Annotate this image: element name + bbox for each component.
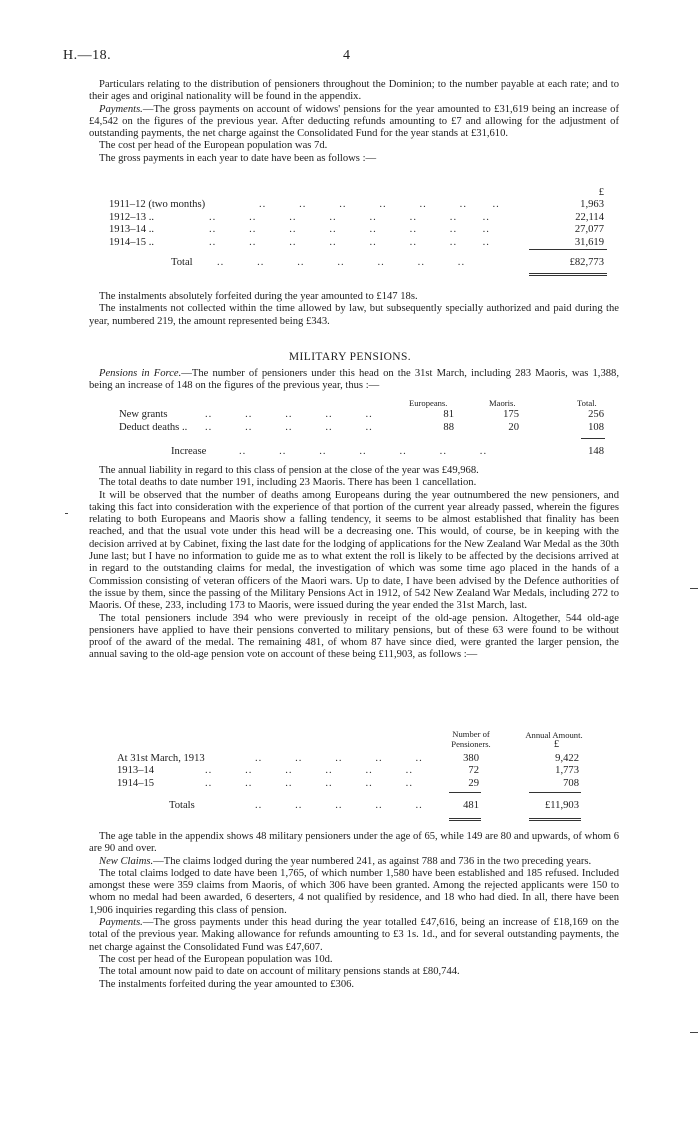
totals-row: Totals .. .. .. .. .. 481 £11,903: [169, 800, 579, 812]
increase-row: Increase .. .. .. .. .. .. .. 148: [171, 446, 604, 458]
paragraph-military-payments: [89, 917, 619, 954]
paragraph-military-cost-per-head: The cost per head of the European population was 10d.: [99, 953, 333, 965]
military-final-section: [89, 831, 619, 991]
row-label: 1914–15 ..: [109, 236, 155, 248]
divider: [529, 792, 581, 793]
payments-text: —The gross payments under this head during the year totalled £47,616, being an increase of £18,169 on the total of the previous year. Making allowance for refunds amounting to £3 1s. 1d., and for several outstanding payments, the net charge against the Consolidated Fund was £47,607.: [89, 917, 619, 953]
military-intro: [89, 368, 619, 393]
paragraph-total-paid: The total amount now paid to date on account of military pensions stands at £80,744.: [99, 966, 460, 978]
table-row: Deduct deaths .. .. .. .. .. .. 88 20 108: [119, 421, 604, 433]
military-body: [89, 465, 619, 662]
payments-label: Payments.: [99, 917, 143, 929]
unit-header: £: [598, 187, 604, 198]
increase-label: Increase: [171, 446, 207, 458]
page-number: 4: [343, 48, 350, 63]
double-rule: [529, 273, 607, 276]
row-label: 1913–14 ..: [109, 224, 155, 236]
total-value: £82,773: [569, 256, 604, 268]
table-row: 1912–13 .. .. .. .. .. .. .. .. .. 22,114: [109, 211, 604, 223]
new-claims-label: New Claims.: [99, 855, 154, 867]
military-pensions-heading: MILITARY PENSIONS.: [288, 351, 412, 363]
row-value: 22,114: [575, 211, 604, 223]
paragraph-not-collected: The instalments not collected within the time allowed by law, but subsequently specially authorized and paid during the year, numbered 219, the amount represented being £343.: [89, 303, 619, 327]
payments-text: —The gross payments on account of widows' pensions for the year amounted to £31,619 being an increase of £4,542 on the figures of the previous year. After deducting refunds amounting to £7 and allowing for the adjustment of outstanding payments, the net charge against the Consolidated Fund for the year stands at £31,610.: [89, 103, 619, 140]
pensions-in-force-text: —The number of pensioners under this head on the 31st March, including 283 Maoris, was 1,388, being an increase of 148 on the figures of the previous year, thus :—: [89, 368, 619, 392]
row-amount: 708: [563, 777, 579, 789]
paragraph-cost-per-head: The cost per head of the European population was 7d.: [99, 140, 328, 152]
row-label: Deduct deaths ..: [119, 421, 188, 433]
row-maoris: 20: [508, 421, 519, 433]
margin-mark: [690, 1032, 698, 1033]
row-value: 1,963: [580, 199, 604, 211]
paragraph-finality: It will be observed that the number of deaths among Europeans during the year outnumbered the new pensioners, and taking this fact into consideration with the experience of that portion of the current year already passed, wherein the figures relating to both Europeans and Maoris show a falling tendency, it seems to be almost established that finality has been reached, and that the usual vote under this head will be a decreasing one. This would, of course, be in keeping with the decision arrived at by Cabinet, fixing the last date for the lodging of applications for the New Zealand War Medal as the 30th June last; but I have no information to guide me as to what extent the roll is likely to be affected by the decisions arrived at in regard to the outstanding claims for medal, the investigation of which was some time ago placed in the hands of a Commission consisting of veteran officers of the Maori wars. Up to date, I have been advised by the Defence authorities of the issue by them, since the passing of the Military Pensions Act in 1912, of 542 New Zealand War Medals, including 272 to Maoris. Of these, 233, including 173 to Maoris, were issued during the year ended the 31st March, last.: [89, 489, 619, 612]
table-row: 1911–12 (two months) .. .. .. .. .. .. .. 1,963: [109, 199, 604, 211]
row-label: At 31st March, 1913: [117, 753, 205, 764]
row-label: 1911–12 (two months): [109, 199, 206, 211]
divider: [529, 249, 607, 250]
row-label: 1912–13 ..: [109, 211, 155, 223]
paragraph-total-claims: The total claims lodged to date have been 1,765, of which number 1,580 have been established and 185 refused. Included amongst these were 359 claims from Maoris, of which 306 have been granted. Among the rejected applicants were 150 to whom no medal had been awarded, 6 deserters, 4 not qualified by residence, and 18 who had died. In all, there have been 1,906 inquiries regarding this class of pension.: [89, 867, 619, 916]
row-label: 1913–14: [117, 765, 155, 777]
row-value: 31,619: [574, 236, 604, 248]
margin-mark: [690, 588, 698, 589]
old-age-savings-table: [89, 729, 619, 813]
payments-label: Payments.: [99, 103, 143, 115]
totals-amount: £11,903: [544, 800, 579, 812]
widows-after-section: [89, 291, 619, 328]
table-row: New grants .. .. .. .. .. 81 175 256: [119, 409, 604, 421]
pensions-in-force-label: Pensions in Force.: [99, 368, 182, 379]
paragraph-gross-payments: The gross payments in each year to date have been as follows :—: [99, 152, 377, 164]
row-europeans: 88: [443, 421, 454, 433]
col-total: Total.: [577, 398, 597, 408]
pensions-in-force-table: [89, 397, 619, 459]
paragraph-total-deaths: The total deaths to date number 191, including 23 Maoris. There has been 1 cancellation.: [99, 477, 477, 489]
widows-payments-table: [89, 187, 619, 269]
totals-label: Totals: [169, 800, 195, 812]
row-total: 108: [588, 421, 604, 433]
table-row: At 31st March, 1913 .. .. .. .. .. 380 9,422: [117, 753, 579, 764]
intro-section: [89, 79, 619, 165]
row-total: 256: [588, 409, 604, 421]
double-rule: [529, 818, 581, 821]
table-row: 1914–15 .. .. .. .. .. .. 29 708: [117, 777, 579, 789]
margin-mark: [65, 513, 68, 514]
paragraph-new-claims: [89, 856, 619, 868]
row-label: 1914–15: [117, 777, 155, 789]
new-claims-text: —The claims lodged during the year numbered 241, as against 788 and 736 in the two preceding years.: [153, 855, 592, 867]
row-amount: 1,773: [555, 765, 579, 777]
paragraph-widows-payments: [89, 104, 619, 141]
col-maoris: Maoris.: [489, 398, 516, 408]
table-row: 1913–14 .. .. .. .. .. .. 72 1,773: [117, 765, 579, 777]
double-rule: [449, 818, 481, 821]
paragraph-annual-liability: The annual liability in regard to this class of pension at the close of the year was £49,968.: [99, 465, 479, 476]
table-row: 1913–14 .. .. .. .. .. .. .. .. .. 27,077: [109, 224, 604, 236]
totals-number: 481: [463, 800, 479, 812]
paragraph-distribution: Particulars relating to the distribution of pensioners throughout the Dominion; to the number payable at each rate; and to their ages and original nationality will be found in the appendix.: [89, 79, 619, 103]
table-header-row: [89, 729, 619, 749]
paragraph-pensions-in-force: [89, 368, 619, 393]
row-label: New grants: [119, 409, 168, 421]
table-header-row: [89, 397, 619, 409]
row-maoris: 175: [503, 409, 519, 421]
row-number: 72: [468, 765, 479, 777]
paragraph-old-age-conversion: The total pensioners include 394 who were previously in receipt of the old-age pension. Altogether, 544 old-age pensioners have applied to have their pensions converted to military pensions, but of these 63 were found to be without proof of the award of the medal. The remaining 481, of whom 87 have since died, were granted the larger pension, the annual saving to the old-age pension vote on account of these being £11,903, as follows :—: [89, 612, 619, 661]
total-row: Total .. .. .. .. .. .. .. £82,773: [171, 256, 604, 268]
divider: [449, 792, 481, 793]
col-annual-amount: Annual Amount.: [525, 730, 583, 740]
divider: [581, 438, 605, 439]
paragraph-age-table: The age table in the appendix shows 48 military pensioners under the age of 65, while 149 are 80 and upwards, of whom 6 are 90 and over.: [89, 831, 619, 855]
total-label: Total: [171, 256, 193, 268]
report-reference: H.—18.: [63, 48, 112, 63]
row-amount: 9,422: [555, 753, 579, 764]
increase-total: 148: [588, 446, 604, 458]
col-europeans: Europeans.: [409, 398, 448, 408]
amount-unit: £: [553, 739, 560, 750]
row-europeans: 81: [443, 409, 454, 421]
table-row: 1914–15 .. .. .. .. .. .. .. .. .. 31,619: [109, 236, 604, 248]
paragraph-instalments-forfeited: The instalments forfeited during the year amounted to £306.: [99, 978, 355, 990]
paragraph-forfeited: The instalments absolutely forfeited during the year amounted to £147 18s.: [99, 291, 418, 302]
row-number: 29: [468, 777, 479, 789]
col-number-of-pensioners: Number of Pensioners.: [451, 729, 491, 749]
row-value: 27,077: [574, 224, 604, 236]
row-number: 380: [463, 753, 479, 764]
